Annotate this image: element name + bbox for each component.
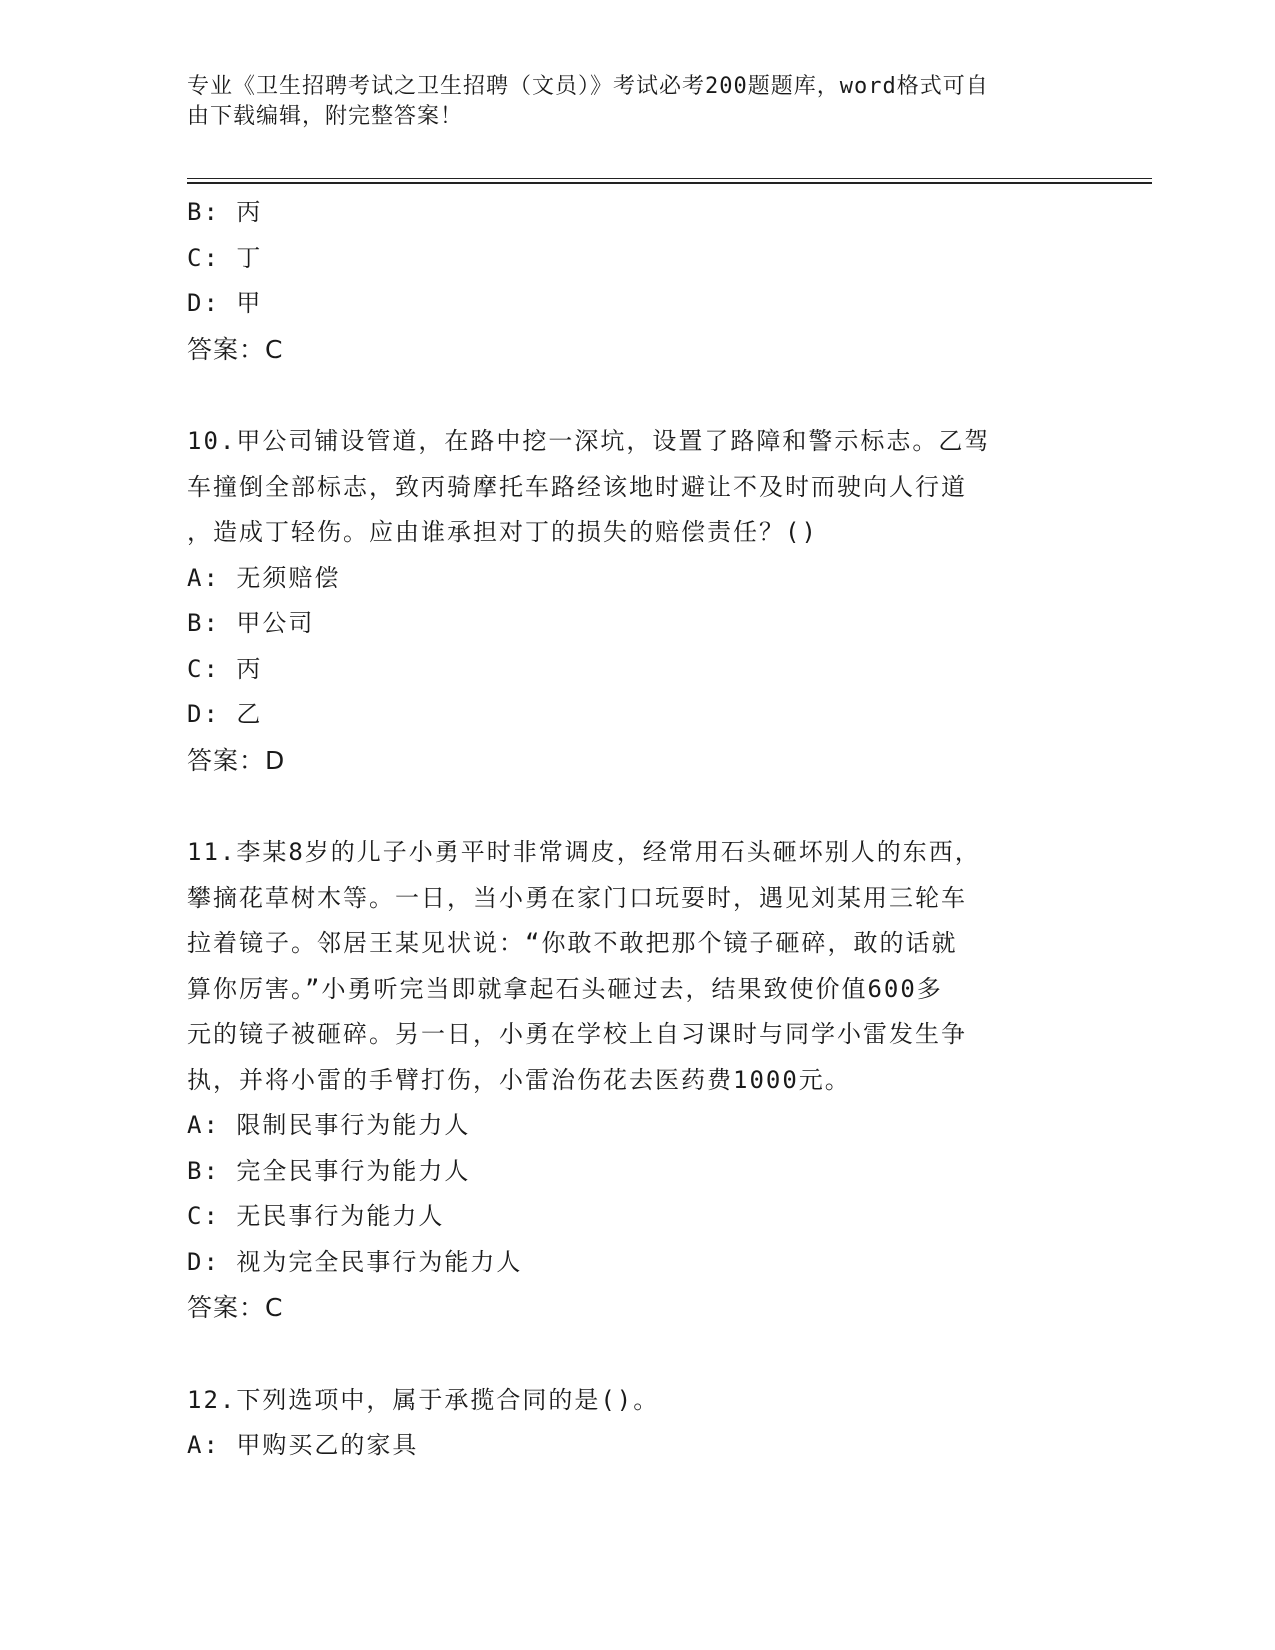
- question-text-line: 拉着镜子。邻居王某见状说：“你敢不敢把那个镜子砸碎，敢的话就: [187, 929, 958, 957]
- answer-line: 答案：D: [187, 745, 286, 775]
- option-a: A: 限制民事行为能力人: [187, 1111, 471, 1139]
- option-a: A: 无须赔偿: [187, 563, 341, 592]
- option-b: B: 甲公司: [187, 609, 315, 637]
- option-a: A: 甲购买乙的家具: [187, 1431, 419, 1459]
- option-d: D: 甲: [187, 289, 263, 317]
- question-text: [187, 1378, 1067, 1424]
- question-text: [187, 830, 1067, 1103]
- document-header: [187, 72, 1077, 132]
- answer-line: 答案：C: [187, 1293, 284, 1322]
- question-text-line: 11.李某8岁的儿子小勇平时非常调皮，经常用石头砸坏别人的东西，: [187, 838, 981, 866]
- question-text-line: 攀摘花草树木等。一日，当小勇在家门口玩耍时，遇见刘某用三轮车: [187, 883, 967, 912]
- header-line-2: 由下载编辑，附完整答案！: [187, 104, 464, 129]
- question-10: [187, 419, 1067, 783]
- option-d: D: 乙: [187, 700, 263, 728]
- question-content: [187, 190, 1067, 1469]
- question-12: [187, 1378, 1067, 1469]
- header-rule-thin: [187, 178, 1152, 179]
- option-d: D: 视为完全民事行为能力人: [187, 1247, 523, 1276]
- option-c: C: 丁: [187, 243, 263, 272]
- header-rule-thick: [187, 182, 1152, 184]
- question-text-line: 执，并将小雷的手臂打伤，小雷治伤花去医药费1000元。: [187, 1065, 851, 1094]
- option-c: C: 无民事行为能力人: [187, 1202, 445, 1230]
- question-text-line: 12.下列选项中，属于承揽合同的是()。: [187, 1385, 660, 1414]
- question-9-tail: [187, 190, 1067, 372]
- question-text-line: 10.甲公司铺设管道，在路中挖一深坑，设置了路障和警示标志。乙驾: [187, 427, 991, 455]
- option-c: C: 丙: [187, 654, 263, 683]
- header-line-1: 专业《卫生招聘考试之卫生招聘（文员）》考试必考200题题库，word格式可自: [187, 74, 989, 99]
- question-11: [187, 830, 1067, 1331]
- question-text-line: 元的镜子被砸碎。另一日，小勇在学校上自习课时与同学小雷发生争: [187, 1020, 967, 1048]
- question-text-line: 算你厉害。”小勇听完当即就拿起石头砸过去，结果致使价值600多: [187, 974, 943, 1003]
- question-text-line: 车撞倒全部标志，致丙骑摩托车路经该地时避让不及时而驶向人行道: [187, 472, 967, 501]
- question-text-line: ，造成丁轻伤。应由谁承担对丁的损失的赔偿责任？(): [187, 518, 818, 546]
- question-text: [187, 419, 1067, 556]
- option-b: B: 丙: [187, 198, 263, 226]
- answer-line: 答案：C: [187, 334, 284, 364]
- option-b: B: 完全民事行为能力人: [187, 1156, 471, 1185]
